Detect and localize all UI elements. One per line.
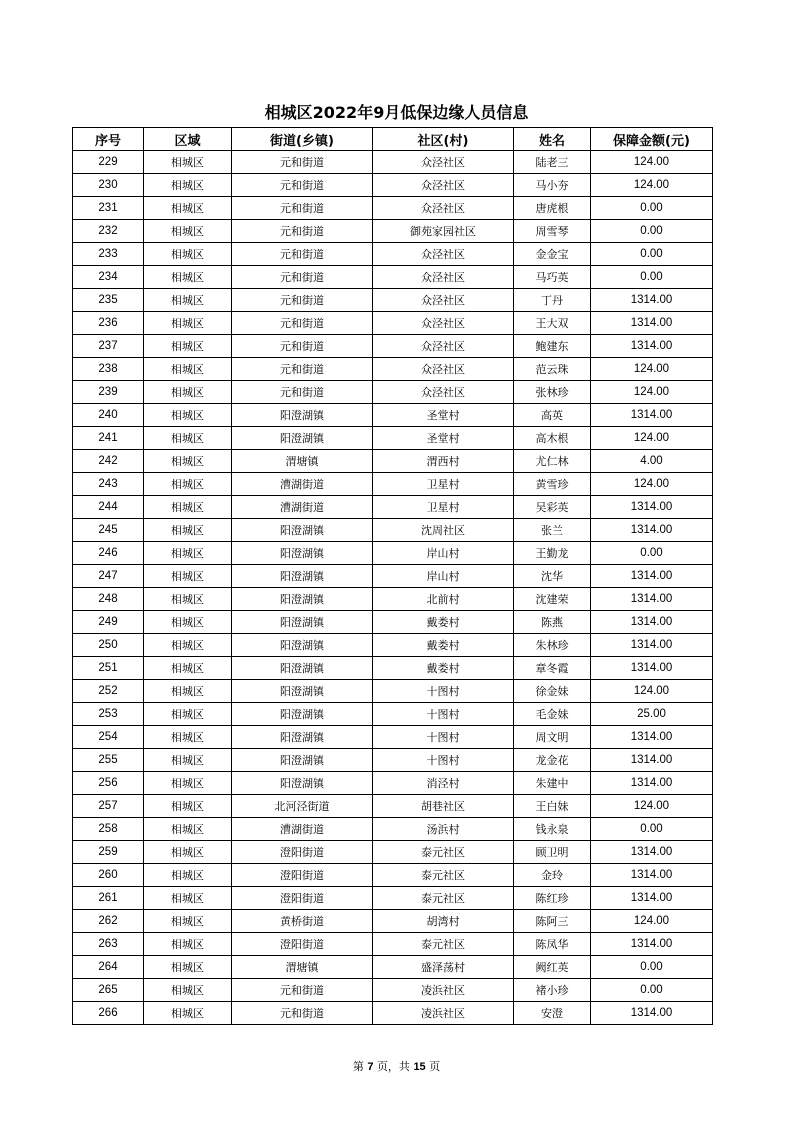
cell-street: 澄阳街道 xyxy=(232,841,373,864)
cell-district: 相城区 xyxy=(144,473,232,496)
cell-community: 胡湾村 xyxy=(373,910,514,933)
cell-seq: 241 xyxy=(73,427,144,450)
cell-community: 众泾社区 xyxy=(373,197,514,220)
cell-name: 高英 xyxy=(514,404,591,427)
cell-name: 褚小珍 xyxy=(514,979,591,1002)
cell-amount: 25.00 xyxy=(591,703,713,726)
cell-street: 元和街道 xyxy=(232,1002,373,1025)
cell-community: 众泾社区 xyxy=(373,243,514,266)
cell-street: 元和街道 xyxy=(232,979,373,1002)
cell-community: 戴娄村 xyxy=(373,611,514,634)
cell-street: 元和街道 xyxy=(232,266,373,289)
cell-community: 北前村 xyxy=(373,588,514,611)
cell-amount: 1314.00 xyxy=(591,841,713,864)
table-row xyxy=(73,266,713,289)
cell-community: 凌浜社区 xyxy=(373,979,514,1002)
cell-name: 周雪琴 xyxy=(514,220,591,243)
cell-seq: 262 xyxy=(73,910,144,933)
cell-street: 阳澄湖镇 xyxy=(232,680,373,703)
cell-street: 元和街道 xyxy=(232,289,373,312)
cell-amount: 1314.00 xyxy=(591,565,713,588)
cell-seq: 244 xyxy=(73,496,144,519)
cell-amount: 0.00 xyxy=(591,979,713,1002)
cell-community: 卫星村 xyxy=(373,473,514,496)
cell-street: 阳澄湖镇 xyxy=(232,588,373,611)
cell-district: 相城区 xyxy=(144,864,232,887)
cell-seq: 256 xyxy=(73,772,144,795)
cell-amount: 1314.00 xyxy=(591,772,713,795)
total-page-count: 15 xyxy=(413,1061,426,1073)
cell-community: 岸山村 xyxy=(373,565,514,588)
cell-district: 相城区 xyxy=(144,611,232,634)
cell-district: 相城区 xyxy=(144,450,232,473)
cell-seq: 263 xyxy=(73,933,144,956)
cell-community: 众泾社区 xyxy=(373,381,514,404)
cell-community: 盛泽荡村 xyxy=(373,956,514,979)
cell-community: 众泾社区 xyxy=(373,151,514,174)
cell-community: 消泾村 xyxy=(373,772,514,795)
cell-name: 王勤龙 xyxy=(514,542,591,565)
table-row xyxy=(73,1002,713,1025)
table-row xyxy=(73,404,713,427)
cell-name: 周文明 xyxy=(514,726,591,749)
cell-community: 泰元社区 xyxy=(373,864,514,887)
cell-name: 顾卫明 xyxy=(514,841,591,864)
table-row xyxy=(73,749,713,772)
cell-district: 相城区 xyxy=(144,818,232,841)
cell-seq: 240 xyxy=(73,404,144,427)
cell-name: 马巧英 xyxy=(514,266,591,289)
cell-street: 元和街道 xyxy=(232,335,373,358)
cell-name: 安澄 xyxy=(514,1002,591,1025)
cell-amount: 1314.00 xyxy=(591,1002,713,1025)
footer-suffix: 页 xyxy=(429,1060,441,1073)
cell-district: 相城区 xyxy=(144,151,232,174)
cell-district: 相城区 xyxy=(144,1002,232,1025)
cell-community: 众泾社区 xyxy=(373,335,514,358)
cell-street: 黄桥街道 xyxy=(232,910,373,933)
cell-street: 阳澄湖镇 xyxy=(232,634,373,657)
cell-amount: 124.00 xyxy=(591,680,713,703)
cell-community: 十图村 xyxy=(373,703,514,726)
cell-district: 相城区 xyxy=(144,910,232,933)
cell-name: 沈华 xyxy=(514,565,591,588)
cell-district: 相城区 xyxy=(144,703,232,726)
cell-seq: 234 xyxy=(73,266,144,289)
cell-seq: 266 xyxy=(73,1002,144,1025)
table-row xyxy=(73,473,713,496)
cell-community: 众泾社区 xyxy=(373,289,514,312)
cell-district: 相城区 xyxy=(144,979,232,1002)
cell-amount: 1314.00 xyxy=(591,933,713,956)
cell-street: 澄阳街道 xyxy=(232,887,373,910)
cell-street: 漕湖街道 xyxy=(232,818,373,841)
cell-district: 相城区 xyxy=(144,933,232,956)
cell-name: 尤仁林 xyxy=(514,450,591,473)
table-row xyxy=(73,795,713,818)
cell-street: 元和街道 xyxy=(232,151,373,174)
cell-name: 陈红珍 xyxy=(514,887,591,910)
cell-amount: 0.00 xyxy=(591,243,713,266)
cell-seq: 260 xyxy=(73,864,144,887)
cell-seq: 230 xyxy=(73,174,144,197)
cell-street: 阳澄湖镇 xyxy=(232,726,373,749)
cell-amount: 1314.00 xyxy=(591,887,713,910)
cell-community: 汤浜村 xyxy=(373,818,514,841)
cell-amount: 1314.00 xyxy=(591,864,713,887)
cell-amount: 0.00 xyxy=(591,266,713,289)
cell-district: 相城区 xyxy=(144,657,232,680)
table-row xyxy=(73,289,713,312)
cell-amount: 4.00 xyxy=(591,450,713,473)
cell-name: 朱林珍 xyxy=(514,634,591,657)
cell-name: 唐虎根 xyxy=(514,197,591,220)
cell-seq: 255 xyxy=(73,749,144,772)
cell-community: 御苑家园社区 xyxy=(373,220,514,243)
table-row xyxy=(73,864,713,887)
cell-street: 元和街道 xyxy=(232,358,373,381)
cell-community: 卫星村 xyxy=(373,496,514,519)
cell-community: 戴娄村 xyxy=(373,657,514,680)
cell-district: 相城区 xyxy=(144,634,232,657)
cell-district: 相城区 xyxy=(144,588,232,611)
cell-community: 十图村 xyxy=(373,726,514,749)
table-row xyxy=(73,358,713,381)
cell-district: 相城区 xyxy=(144,680,232,703)
table-row xyxy=(73,565,713,588)
cell-seq: 259 xyxy=(73,841,144,864)
cell-seq: 235 xyxy=(73,289,144,312)
cell-seq: 239 xyxy=(73,381,144,404)
cell-street: 阳澄湖镇 xyxy=(232,657,373,680)
cell-seq: 265 xyxy=(73,979,144,1002)
cell-amount: 1314.00 xyxy=(591,634,713,657)
cell-amount: 0.00 xyxy=(591,220,713,243)
cell-amount: 1314.00 xyxy=(591,657,713,680)
header-street: 街道(乡镇) xyxy=(232,128,373,151)
cell-district: 相城区 xyxy=(144,795,232,818)
table-row xyxy=(73,542,713,565)
cell-amount: 124.00 xyxy=(591,795,713,818)
cell-street: 阳澄湖镇 xyxy=(232,404,373,427)
table-row xyxy=(73,680,713,703)
cell-street: 元和街道 xyxy=(232,312,373,335)
cell-community: 泰元社区 xyxy=(373,887,514,910)
cell-amount: 1314.00 xyxy=(591,749,713,772)
data-table xyxy=(72,127,713,1025)
cell-name: 陈燕 xyxy=(514,611,591,634)
cell-community: 众泾社区 xyxy=(373,358,514,381)
table-row xyxy=(73,657,713,680)
cell-district: 相城区 xyxy=(144,404,232,427)
cell-seq: 249 xyxy=(73,611,144,634)
cell-seq: 247 xyxy=(73,565,144,588)
table-row xyxy=(73,634,713,657)
table-row xyxy=(73,818,713,841)
cell-district: 相城区 xyxy=(144,335,232,358)
cell-name: 毛金妹 xyxy=(514,703,591,726)
cell-name: 丁丹 xyxy=(514,289,591,312)
cell-district: 相城区 xyxy=(144,243,232,266)
table-row xyxy=(73,243,713,266)
cell-seq: 232 xyxy=(73,220,144,243)
header-amount: 保障金额(元) xyxy=(591,128,713,151)
cell-community: 圣堂村 xyxy=(373,427,514,450)
cell-street: 渭塘镇 xyxy=(232,450,373,473)
cell-name: 陈阿三 xyxy=(514,910,591,933)
cell-amount: 1314.00 xyxy=(591,496,713,519)
table-row xyxy=(73,772,713,795)
cell-community: 凌浜社区 xyxy=(373,1002,514,1025)
cell-street: 阳澄湖镇 xyxy=(232,611,373,634)
cell-community: 泰元社区 xyxy=(373,841,514,864)
table-row xyxy=(73,335,713,358)
cell-district: 相城区 xyxy=(144,174,232,197)
table-row xyxy=(73,588,713,611)
cell-seq: 251 xyxy=(73,657,144,680)
cell-community: 渭西村 xyxy=(373,450,514,473)
cell-name: 金玲 xyxy=(514,864,591,887)
cell-seq: 233 xyxy=(73,243,144,266)
cell-district: 相城区 xyxy=(144,749,232,772)
table-row xyxy=(73,312,713,335)
cell-street: 漕湖街道 xyxy=(232,496,373,519)
table-row xyxy=(73,726,713,749)
table-row xyxy=(73,841,713,864)
cell-seq: 231 xyxy=(73,197,144,220)
cell-seq: 236 xyxy=(73,312,144,335)
cell-street: 元和街道 xyxy=(232,220,373,243)
table-body xyxy=(73,151,713,1025)
cell-district: 相城区 xyxy=(144,841,232,864)
cell-amount: 1314.00 xyxy=(591,611,713,634)
cell-district: 相城区 xyxy=(144,358,232,381)
cell-amount: 124.00 xyxy=(591,473,713,496)
cell-name: 张兰 xyxy=(514,519,591,542)
cell-seq: 246 xyxy=(73,542,144,565)
table-row xyxy=(73,381,713,404)
cell-amount: 0.00 xyxy=(591,818,713,841)
cell-amount: 124.00 xyxy=(591,381,713,404)
table-header xyxy=(73,128,713,151)
cell-community: 众泾社区 xyxy=(373,266,514,289)
footer-prefix: 第 xyxy=(352,1060,364,1073)
cell-community: 十图村 xyxy=(373,680,514,703)
cell-name: 高木根 xyxy=(514,427,591,450)
table-row xyxy=(73,427,713,450)
header-row xyxy=(73,128,713,151)
cell-seq: 237 xyxy=(73,335,144,358)
table-row xyxy=(73,611,713,634)
cell-street: 阳澄湖镇 xyxy=(232,427,373,450)
header-seq: 序号 xyxy=(73,128,144,151)
cell-name: 朱建中 xyxy=(514,772,591,795)
header-name: 姓名 xyxy=(514,128,591,151)
table-row xyxy=(73,220,713,243)
cell-seq: 261 xyxy=(73,887,144,910)
cell-seq: 257 xyxy=(73,795,144,818)
cell-district: 相城区 xyxy=(144,381,232,404)
cell-community: 圣堂村 xyxy=(373,404,514,427)
cell-seq: 238 xyxy=(73,358,144,381)
table-row xyxy=(73,703,713,726)
cell-seq: 248 xyxy=(73,588,144,611)
cell-district: 相城区 xyxy=(144,427,232,450)
table-row xyxy=(73,519,713,542)
cell-amount: 1314.00 xyxy=(591,588,713,611)
cell-seq: 254 xyxy=(73,726,144,749)
cell-street: 阳澄湖镇 xyxy=(232,749,373,772)
cell-amount: 124.00 xyxy=(591,151,713,174)
cell-name: 章冬霞 xyxy=(514,657,591,680)
cell-amount: 124.00 xyxy=(591,174,713,197)
cell-street: 阳澄湖镇 xyxy=(232,772,373,795)
cell-name: 陈凤华 xyxy=(514,933,591,956)
cell-name: 张林珍 xyxy=(514,381,591,404)
current-page-number: 7 xyxy=(367,1061,374,1073)
cell-community: 众泾社区 xyxy=(373,174,514,197)
table-row xyxy=(73,887,713,910)
cell-street: 阳澄湖镇 xyxy=(232,703,373,726)
cell-community: 十图村 xyxy=(373,749,514,772)
cell-street: 渭塘镇 xyxy=(232,956,373,979)
table-row xyxy=(73,910,713,933)
cell-amount: 1314.00 xyxy=(591,335,713,358)
cell-district: 相城区 xyxy=(144,772,232,795)
cell-street: 澄阳街道 xyxy=(232,933,373,956)
table-row xyxy=(73,933,713,956)
table-row xyxy=(73,197,713,220)
cell-name: 钱永泉 xyxy=(514,818,591,841)
cell-street: 元和街道 xyxy=(232,174,373,197)
cell-name: 吴彩英 xyxy=(514,496,591,519)
cell-name: 阙红英 xyxy=(514,956,591,979)
cell-amount: 1314.00 xyxy=(591,519,713,542)
cell-community: 泰元社区 xyxy=(373,933,514,956)
cell-name: 王大双 xyxy=(514,312,591,335)
cell-name: 马小夯 xyxy=(514,174,591,197)
table-row xyxy=(73,450,713,473)
cell-seq: 242 xyxy=(73,450,144,473)
cell-amount: 1314.00 xyxy=(591,726,713,749)
cell-name: 徐金妹 xyxy=(514,680,591,703)
cell-district: 相城区 xyxy=(144,197,232,220)
cell-street: 澄阳街道 xyxy=(232,864,373,887)
cell-district: 相城区 xyxy=(144,726,232,749)
cell-street: 阳澄湖镇 xyxy=(232,565,373,588)
cell-name: 范云珠 xyxy=(514,358,591,381)
cell-name: 王白妹 xyxy=(514,795,591,818)
cell-street: 元和街道 xyxy=(232,197,373,220)
page-footer xyxy=(0,1058,793,1074)
cell-amount: 1314.00 xyxy=(591,404,713,427)
cell-street: 阳澄湖镇 xyxy=(232,542,373,565)
table-row xyxy=(73,979,713,1002)
cell-seq: 252 xyxy=(73,680,144,703)
cell-district: 相城区 xyxy=(144,289,232,312)
table-row xyxy=(73,174,713,197)
cell-seq: 245 xyxy=(73,519,144,542)
footer-middle: 页，共 xyxy=(376,1060,410,1073)
cell-seq: 243 xyxy=(73,473,144,496)
cell-district: 相城区 xyxy=(144,956,232,979)
page-title: 相城区2022年9月低保边缘人员信息 xyxy=(264,103,529,122)
table-row xyxy=(73,956,713,979)
cell-amount: 124.00 xyxy=(591,910,713,933)
cell-community: 沈周社区 xyxy=(373,519,514,542)
cell-name: 龙金花 xyxy=(514,749,591,772)
cell-name: 金金宝 xyxy=(514,243,591,266)
cell-seq: 229 xyxy=(73,151,144,174)
cell-street: 北河泾街道 xyxy=(232,795,373,818)
cell-district: 相城区 xyxy=(144,519,232,542)
cell-district: 相城区 xyxy=(144,887,232,910)
cell-street: 元和街道 xyxy=(232,381,373,404)
cell-community: 众泾社区 xyxy=(373,312,514,335)
cell-district: 相城区 xyxy=(144,496,232,519)
cell-street: 元和街道 xyxy=(232,243,373,266)
header-community: 社区(村) xyxy=(373,128,514,151)
header-district: 区域 xyxy=(144,128,232,151)
cell-community: 胡巷社区 xyxy=(373,795,514,818)
cell-street: 阳澄湖镇 xyxy=(232,519,373,542)
cell-amount: 1314.00 xyxy=(591,289,713,312)
cell-name: 沈建荣 xyxy=(514,588,591,611)
cell-district: 相城区 xyxy=(144,542,232,565)
cell-district: 相城区 xyxy=(144,220,232,243)
cell-district: 相城区 xyxy=(144,266,232,289)
cell-amount: 124.00 xyxy=(591,358,713,381)
cell-name: 黄雪珍 xyxy=(514,473,591,496)
cell-amount: 0.00 xyxy=(591,197,713,220)
cell-amount: 0.00 xyxy=(591,956,713,979)
cell-seq: 253 xyxy=(73,703,144,726)
cell-seq: 250 xyxy=(73,634,144,657)
cell-amount: 0.00 xyxy=(591,542,713,565)
cell-amount: 1314.00 xyxy=(591,312,713,335)
cell-community: 岸山村 xyxy=(373,542,514,565)
cell-name: 陆老三 xyxy=(514,151,591,174)
cell-district: 相城区 xyxy=(144,312,232,335)
cell-district: 相城区 xyxy=(144,565,232,588)
table-row xyxy=(73,151,713,174)
cell-amount: 124.00 xyxy=(591,427,713,450)
cell-seq: 258 xyxy=(73,818,144,841)
cell-seq: 264 xyxy=(73,956,144,979)
cell-street: 漕湖街道 xyxy=(232,473,373,496)
cell-name: 鲍建东 xyxy=(514,335,591,358)
table-row xyxy=(73,496,713,519)
cell-community: 戴娄村 xyxy=(373,634,514,657)
